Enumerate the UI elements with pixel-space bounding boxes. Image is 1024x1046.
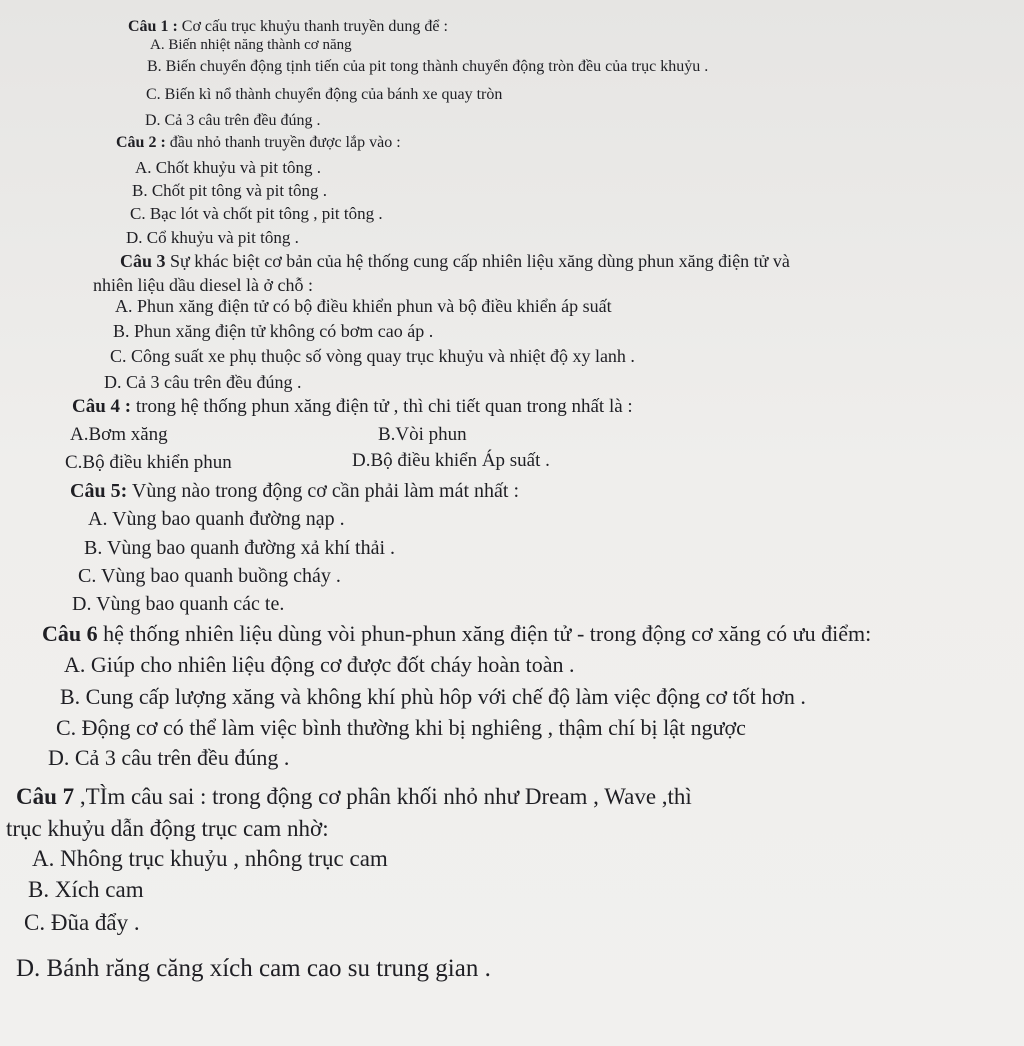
question-text: Cơ cấu trục khuỷu thanh truyền dung để :	[181, 18, 448, 35]
option-4b: B.Vòi phun	[378, 424, 467, 445]
question-4	[72, 397, 633, 418]
option-7a: A. Nhông trục khuỷu , nhông trục cam	[32, 846, 388, 871]
option-1c: C. Biến kì nổ thành chuyển động của bánh xe quay tròn	[146, 86, 503, 103]
question-text: đầu nhỏ thanh truyền được lắp vào :	[169, 134, 401, 151]
question-number: Câu 2 :	[116, 134, 166, 151]
option-7b: B. Xích cam	[28, 877, 144, 902]
question-number: Câu 4 :	[72, 396, 132, 417]
question-text: trong hệ thống phun xăng điện tử , thì chi tiết quan trong nhất là :	[135, 396, 633, 417]
option-3c: C. Công suất xe phụ thuộc số vòng quay trục khuỷu và nhiệt độ xy lanh .	[110, 346, 635, 366]
option-2a: A. Chốt khuỷu và pit tông .	[135, 158, 322, 177]
question-number: Câu 5:	[70, 480, 128, 502]
option-6c: C. Động cơ có thể làm việc bình thường khi bị nghiêng , thậm chí bị lật ngược	[56, 715, 746, 740]
question-7-continued: trục khuỷu dẫn động trục cam nhờ:	[6, 816, 329, 841]
option-2c: C. Bạc lót và chốt pit tông , pit tông .	[130, 204, 383, 223]
option-3a: A. Phun xăng điện tử có bộ điều khiển phun và bộ điều khiển áp suất	[115, 296, 612, 316]
option-6b: B. Cung cấp lượng xăng và không khí phù hôp với chế độ làm việc động cơ tốt hơn .	[60, 684, 806, 709]
option-2b: B. Chốt pit tông và pit tông .	[132, 181, 328, 200]
option-7d: D. Bánh răng căng xích cam cao su trung gian .	[16, 955, 491, 982]
question-3-continued: nhiên liệu dầu diesel là ở chỗ :	[93, 275, 313, 295]
question-5	[70, 480, 519, 502]
question-number: Câu 3	[120, 251, 166, 271]
question-1	[128, 18, 448, 36]
question-6	[42, 622, 871, 646]
question-text: ,TÌm câu sai : trong động cơ phân khối nhỏ như Dream , Wave ,thì	[79, 784, 692, 809]
question-text: Vùng nào trong động cơ cần phải làm mát nhất :	[131, 480, 520, 502]
option-2d: D. Cổ khuỷu và pit tông .	[126, 228, 299, 247]
option-4c: C.Bộ điều khiển phun	[65, 452, 232, 473]
option-1b: B. Biến chuyển động tịnh tiến của pit tong thành chuyển động tròn đều của trục khuỷu .	[147, 58, 709, 75]
option-1d: D. Cả 3 câu trên đều đúng .	[145, 112, 321, 129]
question-text: hệ thống nhiên liệu dùng vòi phun-phun xăng điện tử - trong động cơ xăng có ưu điểm:	[103, 621, 872, 646]
question-number: Câu 1 :	[128, 18, 178, 35]
question-text: Sự khác biệt cơ bản của hệ thống cung cấp nhiên liệu xăng dùng phun xăng điện tử và	[170, 251, 790, 271]
question-2	[116, 134, 401, 152]
option-7c: C. Đũa đẩy .	[24, 910, 140, 935]
question-number: Câu 7	[16, 784, 75, 809]
option-5d: D. Vùng bao quanh các te.	[72, 593, 285, 615]
option-4d: D.Bộ điều khiển Áp suất .	[352, 450, 550, 471]
option-6d: D. Cả 3 câu trên đều đúng .	[48, 745, 290, 770]
question-7	[16, 784, 692, 809]
option-5b: B. Vùng bao quanh đường xả khí thải .	[84, 537, 396, 559]
option-4a: A.Bơm xăng	[70, 424, 168, 445]
option-3d: D. Cả 3 câu trên đều đúng .	[104, 372, 302, 392]
option-5a: A. Vùng bao quanh đường nạp .	[88, 508, 345, 530]
option-3b: B. Phun xăng điện tử không có bơm cao áp .	[113, 321, 434, 341]
question-number: Câu 6	[42, 621, 98, 646]
option-1a: A. Biến nhiệt năng thành cơ năng	[150, 37, 352, 53]
question-3	[120, 252, 790, 272]
option-6a: A. Giúp cho nhiên liệu động cơ được đốt cháy hoàn toàn .	[64, 652, 575, 677]
option-5c: C. Vùng bao quanh buồng cháy .	[78, 565, 341, 587]
